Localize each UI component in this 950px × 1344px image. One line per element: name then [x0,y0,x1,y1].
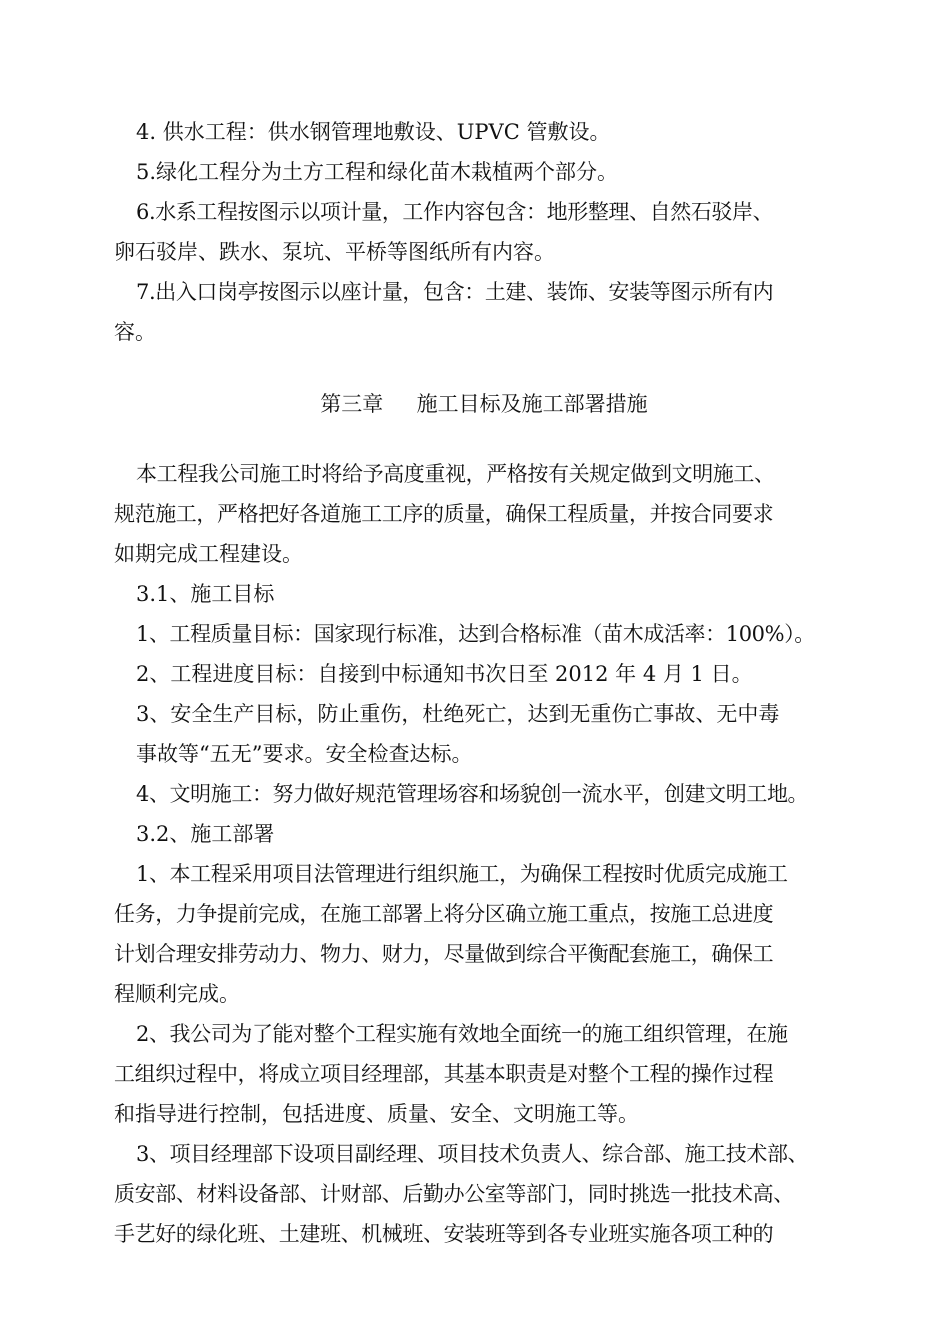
paragraph-line: 程顺利完成。 [114,982,240,1006]
paragraph-line: 4. 供水工程：供水钢管理地敷设、UPVC 管敷设。 [136,120,611,144]
paragraph-line: 任务，力争提前完成，在施工部署上将分区确立施工重点，按施工总进度 [114,902,774,926]
paragraph-line: 工组织过程中，将成立项目经理部，其基本职责是对整个工程的操作过程 [114,1062,774,1086]
paragraph-line: 1、工程质量目标：国家现行标准，达到合格标准（苗木成活率：100%）。 [136,622,815,646]
paragraph-line: 如期完成工程建设。 [114,542,303,566]
paragraph-line: 和指导进行控制，包括进度、质量、安全、文明施工等。 [114,1102,639,1126]
section-heading-3-2: 3.2、施工部署 [136,822,275,846]
paragraph-line: 计划合理安排劳动力、物力、财力，尽量做到综合平衡配套施工，确保工 [114,942,774,966]
chapter-heading: 第三章 施工目标及施工部署措施 [320,392,648,416]
paragraph-line: 6.水系工程按图示以项计量，工作内容包含：地形整理、自然石驳岸、 [136,200,774,224]
paragraph-line: 7.出入口岗亭按图示以座计量，包含：土建、装饰、安装等图示所有内 [136,280,774,304]
paragraph-line: 2、工程进度目标：自接到中标通知书次日至 2012 年 4 月 1 日。 [136,662,753,686]
paragraph-line: 手艺好的绿化班、土建班、机械班、安装班等到各专业班实施各项工种的 [114,1222,774,1246]
paragraph-line: 本工程我公司施工时将给予高度重视，严格按有关规定做到文明施工、 [136,462,775,486]
section-heading-3-1: 3.1、施工目标 [136,582,275,606]
paragraph-line: 质安部、材料设备部、计财部、后勤办公室等部门，同时挑选一批技术高、 [114,1182,794,1206]
paragraph-line: 3、安全生产目标，防止重伤，杜绝死亡，达到无重伤亡事故、无中毒 [136,702,780,726]
paragraph-line: 事故等“五无”要求。安全检查达标。 [136,742,473,766]
paragraph-line: 容。 [114,320,156,344]
paragraph-line: 卵石驳岸、跌水、泵坑、平桥等图纸所有内容。 [114,240,555,264]
paragraph-line: 1、本工程采用项目法管理进行组织施工，为确保工程按时优质完成施工 [136,862,788,886]
paragraph-line: 规范施工，严格把好各道施工工序的质量，确保工程质量，并按合同要求 [114,502,774,526]
paragraph-line: 5.绿化工程分为土方工程和绿化苗木栽植两个部分。 [136,160,619,184]
document-page [114,112,844,1254]
paragraph-line: 2、我公司为了能对整个工程实施有效地全面统一的施工组织管理，在施 [136,1022,788,1046]
paragraph-line: 4、文明施工：努力做好规范管理场容和场貌创一流水平，创建文明工地。 [136,782,809,806]
paragraph-line: 3、项目经理部下设项目副经理、项目技术负责人、综合部、施工技术部、 [136,1142,809,1166]
